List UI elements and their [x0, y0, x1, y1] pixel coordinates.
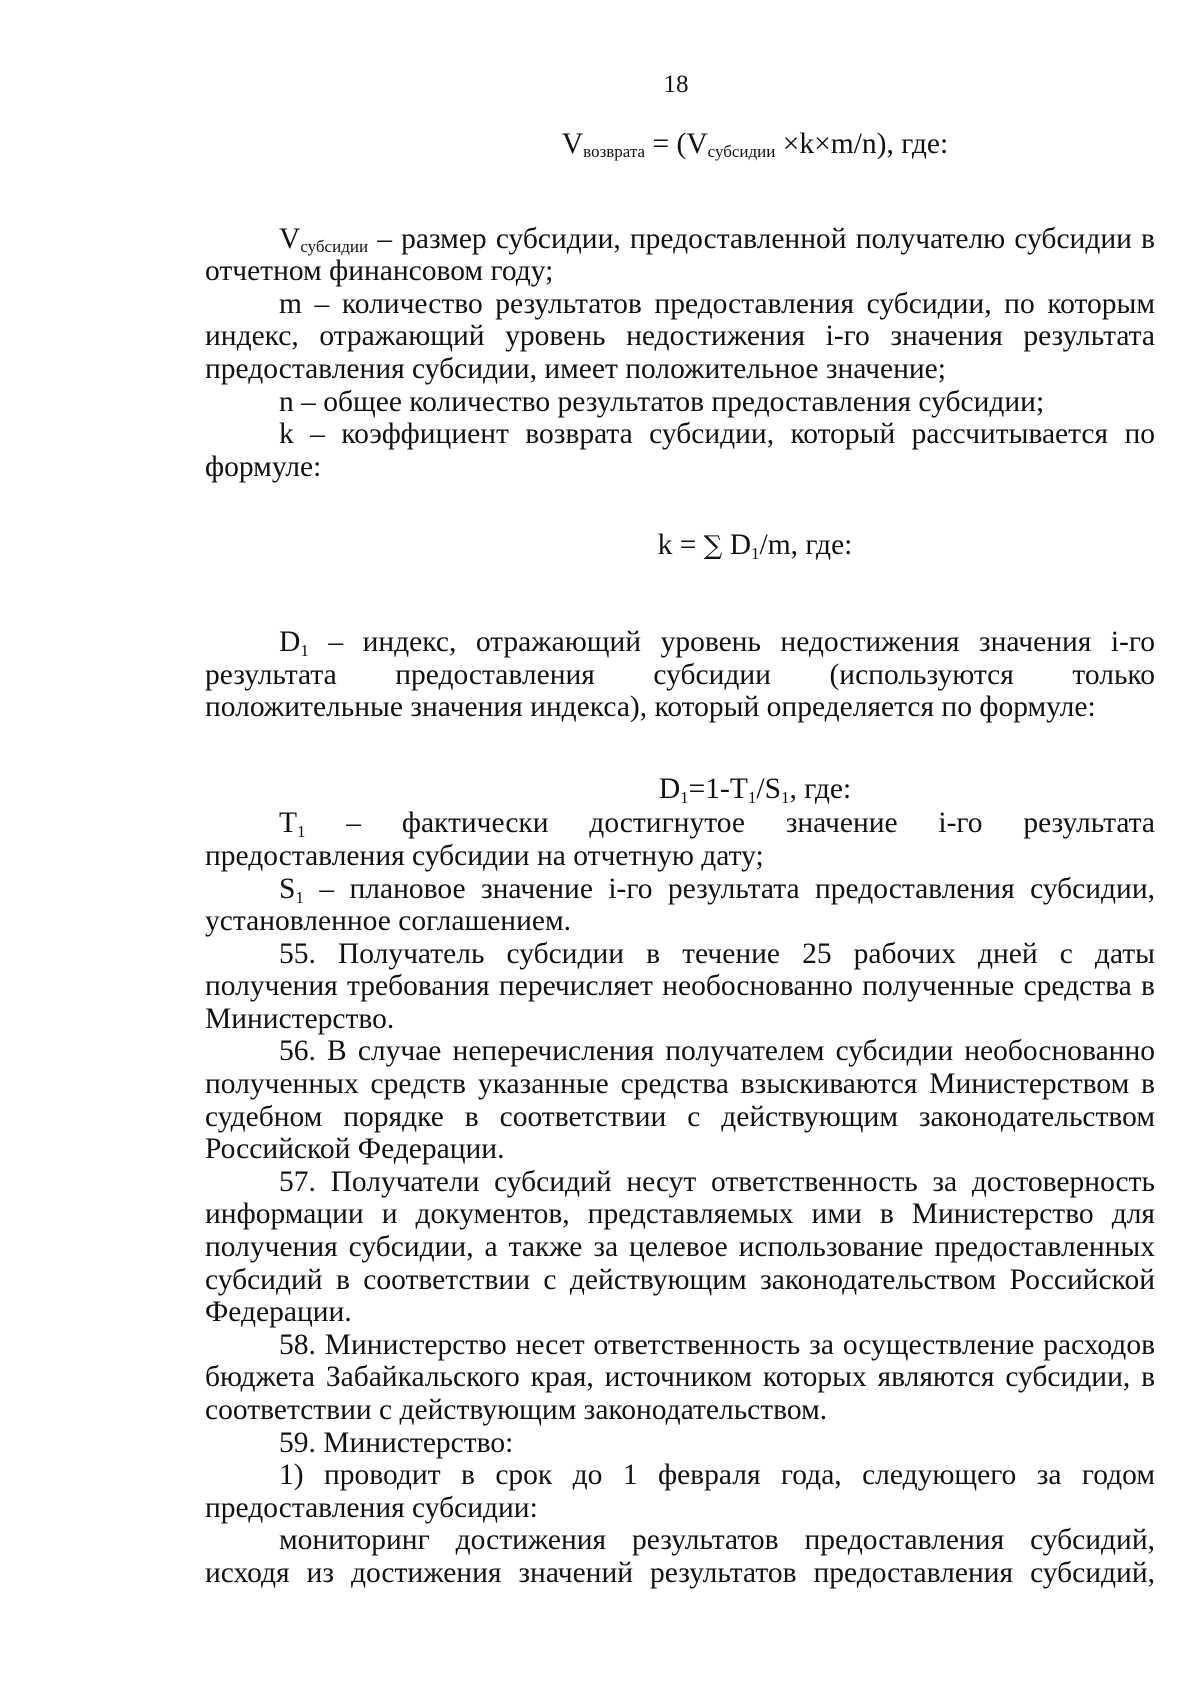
- formula-return-volume: [205, 128, 1155, 161]
- def-t-text: – фактически достигнутое значение i-го результата предоставления субсидии на отчетную дату;: [205, 807, 1155, 872]
- definition-m: m – количество результатов предоставления субсидии, по которым индекс, отражающий уровень недостижения i-го значения результата предоставления субсидии, имеет положительное значение;: [205, 287, 1155, 385]
- formula-rest: ×k×m/n), где:: [775, 128, 949, 160]
- sum-symbol: ∑: [703, 531, 723, 562]
- paragraph-59-monitoring: мониторинг достижения результатов предоставления субсидий, исходя из достижения значений результатов предоставления субсидий,: [205, 1524, 1155, 1589]
- formula-t-subscript: 1: [747, 787, 757, 807]
- def-t-subscript: 1: [297, 822, 306, 842]
- paragraph-59: 59. Министерство:: [279, 1426, 514, 1459]
- formula-v-subscript-return: возврата: [583, 142, 646, 161]
- document-body: [205, 128, 1155, 1590]
- formula-s-subscript: 1: [780, 787, 790, 807]
- formula-d: [205, 773, 1155, 806]
- def-d-subscript: 1: [300, 640, 309, 660]
- formula-k-pre: k =: [657, 529, 704, 562]
- definition-n: n – общее количество результатов предоставления субсидии;: [279, 385, 1045, 418]
- def-s-text: – плановое значение i-го результата предоставления субсидии, установленное соглашением.: [205, 872, 1155, 938]
- formula-v-symbol: V: [561, 128, 584, 160]
- paragraph-58: 58. Министерство несет ответственность за осуществление расходов бюджета Забайкальского края, источником которых являются субсидии, в соответствии с действующим законодательством.: [205, 1328, 1155, 1426]
- paragraph-56: 56. В случае неперечисления получателем субсидии необоснованно полученных средств указанные средства взыскиваются Министерством в судебном порядке в соответствии с действующим законодательством Российской Федерации.: [205, 1035, 1155, 1166]
- formula-equals: = (V: [645, 128, 708, 160]
- formula-k: [205, 529, 1155, 563]
- definition-k: k – коэффициент возврата субсидии, который рассчитывается по формуле:: [205, 418, 1155, 483]
- formula-k-d-subscript: 1: [751, 544, 760, 564]
- def-d-text: – индекс, отражающий уровень недостижения значения i-го результата предоставления субсидии (используются только положительные значения индекса), который определяется по формуле:: [205, 625, 1155, 724]
- formula-k-d: D: [722, 529, 752, 562]
- formula-d-subscript: 1: [680, 787, 689, 807]
- definition-d: [205, 626, 1155, 724]
- definition-t: [205, 807, 1155, 872]
- def-t-symbol: T: [279, 807, 298, 840]
- formula-d-post: , где:: [789, 772, 852, 805]
- page-number: 18: [663, 71, 689, 98]
- def-v-subscript: субсидии: [300, 236, 369, 256]
- def-s-symbol: S: [279, 872, 296, 905]
- definition-v-subsidy: [205, 223, 1155, 288]
- paragraph-57: 57. Получатели субсидий несут ответственность за достоверность информации и документов, представляемых ими в Министерство для получения субсидии, а также за целевое использование предоставленных субсидий в соответствии с действующим законодательством Российской Федерации.: [205, 1165, 1155, 1329]
- def-v-symbol: V: [279, 222, 301, 255]
- definition-s: [205, 873, 1155, 938]
- formula-d-mid: =1-T: [688, 772, 748, 805]
- def-d-symbol: D: [279, 625, 301, 658]
- formula-v-subscript-subsidy: субсидии: [707, 142, 776, 161]
- def-s-subscript: 1: [295, 887, 304, 907]
- formula-k-post: /m, где:: [759, 529, 853, 562]
- formula-d-symbol: D: [658, 772, 681, 805]
- paragraph-59-item-1: 1) проводит в срок до 1 февраля года, следующего за годом предоставления субсидии:: [205, 1459, 1155, 1524]
- def-v-text: – размер субсидии, предоставленной получателю субсидии в отчетном финансовом году;: [205, 222, 1155, 288]
- paragraph-55: 55. Получатель субсидии в течение 25 рабочих дней с даты получения требования перечисляет необоснованно полученные средства в Министерство.: [205, 937, 1155, 1035]
- formula-d-slash: /S: [756, 772, 781, 805]
